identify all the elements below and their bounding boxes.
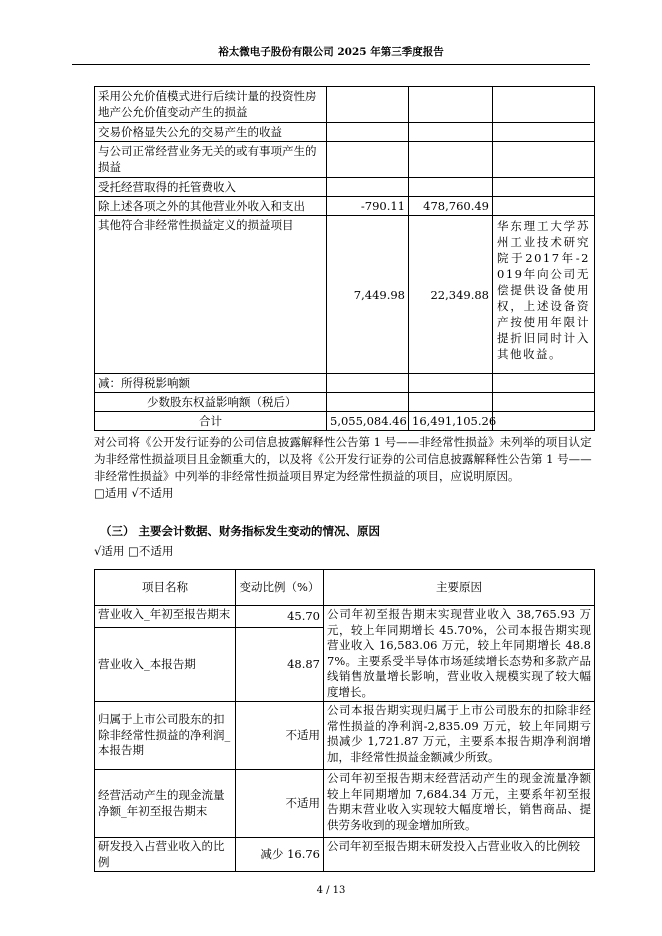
total-label: 合计 — [95, 412, 327, 431]
item-name: 营业收入_年初至报告期末 — [95, 606, 236, 628]
table-row — [95, 142, 595, 178]
change-ratio: 不适用 — [236, 702, 324, 770]
item-name: 经营活动产生的现金流量净额_年初至报告期末 — [95, 770, 236, 838]
current-period-value — [327, 393, 409, 412]
table-row — [95, 770, 595, 838]
note-cell — [493, 178, 595, 197]
row-label: 交易价格显失公允的交易产生的收益 — [95, 123, 327, 142]
note-cell — [493, 142, 595, 178]
row-label: 少数股东权益影响额（税后） — [95, 393, 327, 412]
current-period-value — [327, 123, 409, 142]
ytd-value: 22,349.88 — [409, 216, 493, 374]
header-item-name: 项目名称 — [95, 570, 236, 606]
table-row — [95, 87, 595, 123]
ytd-value — [409, 87, 493, 123]
change-ratio: 不适用 — [236, 770, 324, 838]
note-cell — [493, 123, 595, 142]
main-reason: 公司年初至报告期末经营活动产生的现金流量净额较上年同期增加 7,684.34 万元，主要系年初至报告期末营业收入实现较大幅度增长，销售商品、提供劳务收到的现金增加所致。 — [324, 770, 595, 838]
table-row — [95, 606, 595, 628]
ytd-value — [409, 123, 493, 142]
note-cell — [493, 374, 595, 393]
note-cell: 华东理工大学苏州工业技术研究院于2017年-2019年向公司无偿提供设备使用权，上述设备资产按使用年限计提折旧同时计入其他收益。 — [493, 216, 595, 374]
item-name: 归属于上市公司股东的扣除非经常性损益的净利润_本报告期 — [95, 702, 236, 770]
total-note — [493, 412, 595, 431]
main-reason: 公司年初至报告期末实现营业收入 38,765.93 万元，较上年同期增长 45.70%，公司本报告期实现营业收入 16,583.06 万元，较上年同期增长 48.87%。主要系受半导体市场延续增长态势和多款产品线销售放量增长影响，营业收入规模实现了较大幅度增长。 — [324, 606, 595, 702]
note-cell — [493, 87, 595, 123]
table-row — [95, 393, 595, 412]
table-row — [95, 178, 595, 197]
total-ytd-value: 16,491,105.26 — [409, 412, 493, 431]
note-cell — [493, 393, 595, 412]
item-name: 营业收入_本报告期 — [95, 628, 236, 702]
table-row — [95, 702, 595, 770]
note-cell — [493, 197, 595, 216]
current-period-value — [327, 87, 409, 123]
ytd-value — [409, 374, 493, 393]
current-period-value — [327, 178, 409, 197]
current-period-value: -790.11 — [327, 197, 409, 216]
table-row — [95, 838, 595, 872]
header-main-reason: 主要原因 — [324, 570, 595, 606]
row-label: 与公司正常经营业务无关的或有事项产生的损益 — [95, 142, 327, 178]
current-period-value — [327, 142, 409, 178]
change-ratio: 减少 16.76 — [236, 838, 324, 872]
current-period-value: 7,449.98 — [327, 216, 409, 374]
table-row — [95, 123, 595, 142]
main-reason: 公司年初至报告期末研发投入占营业收入的比例较 — [324, 838, 595, 872]
change-ratio: 45.70 — [236, 606, 324, 628]
row-label: 其他符合非经常性损益定义的损益项目 — [95, 216, 327, 374]
table-row — [95, 216, 595, 374]
applicability-checkbox: □适用 √不适用 — [94, 486, 174, 500]
item-name: 研发投入占营业收入的比例 — [95, 838, 236, 872]
change-ratio: 48.87 — [236, 628, 324, 702]
main-reason: 公司本报告期实现归属于上市公司股东的扣除非经常性损益的净利润-2,835.09 万元，较上年同期亏损减少 1,721.87 万元，主要系本报告期净利润增加，非经常性损益金额减少所致。 — [324, 702, 595, 770]
non-recurring-gains-table — [94, 86, 595, 431]
table-row — [95, 197, 595, 216]
header-change-ratio: 变动比例（%） — [236, 570, 324, 606]
ytd-value — [409, 142, 493, 178]
row-label: 除上述各项之外的其他营业外收入和支出 — [95, 197, 327, 216]
page-number: 4 / 13 — [316, 885, 346, 896]
ytd-value — [409, 178, 493, 197]
explanation-paragraph: 对公司将《公开发行证券的公司信息披露解释性公告第 1 号——非经常性损益》未列举的项目认定为非经常性损益项目且金额重大的，以及将《公开发行证券的公司信息披露解释性公告第 1 号——非经常性损益》中列举的非经常性损益项目界定为经常性损益的项目，应说明原因。 — [94, 435, 592, 483]
total-current-value: 5,055,084.46 — [327, 412, 409, 431]
ytd-value — [409, 393, 493, 412]
applicability-checkbox: √适用 □不适用 — [94, 544, 174, 558]
row-label: 受托经营取得的托管费收入 — [95, 178, 327, 197]
row-label: 减：所得税影响额 — [95, 374, 327, 393]
financial-indicator-changes-table — [94, 569, 595, 872]
current-period-value — [327, 374, 409, 393]
ytd-value: 478,760.49 — [409, 197, 493, 216]
section-title: （三） 主要会计数据、财务指标发生变动的情况、原因 — [100, 524, 381, 538]
row-label: 采用公允价值模式进行后续计量的投资性房地产公允价值变动产生的损益 — [95, 87, 327, 123]
page-header: 裕太微电子股份有限公司 2025 年第三季度报告 — [72, 44, 590, 65]
table-row — [95, 374, 595, 393]
table-header-row — [95, 570, 595, 606]
total-row — [95, 412, 595, 431]
